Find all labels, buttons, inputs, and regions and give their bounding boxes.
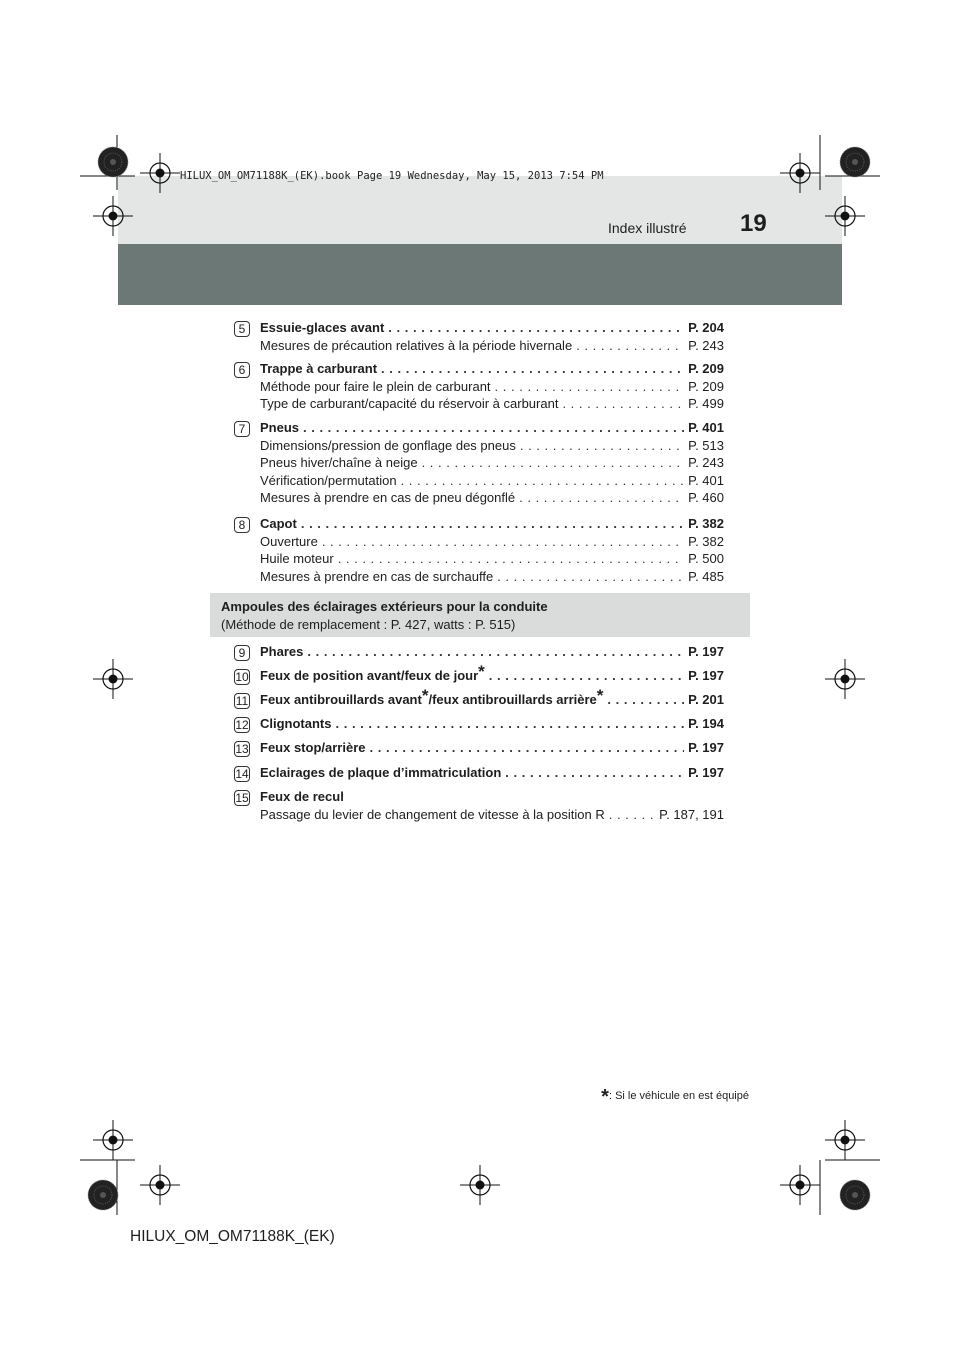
starburst-mark-icon bbox=[840, 1180, 870, 1210]
sub-label: Ouverture bbox=[260, 533, 318, 549]
entry-label: Phares bbox=[260, 644, 304, 659]
entry-label-2: /feux antibrouillards arrière bbox=[428, 692, 597, 707]
sub-page[interactable]: P. 243 bbox=[688, 337, 724, 353]
item-number-badge: 9 bbox=[234, 645, 250, 661]
entry-page[interactable]: P. 197 bbox=[688, 668, 724, 683]
page-number: 19 bbox=[740, 210, 767, 237]
entry-label: Feux de recul bbox=[260, 789, 344, 804]
item-number-badge: 13 bbox=[235, 742, 249, 756]
sub-page[interactable]: P. 243 bbox=[688, 455, 724, 471]
entry-page[interactable]: P. 204 bbox=[688, 320, 724, 335]
sub-label: Mesures à prendre en cas de pneu dégonflé bbox=[260, 490, 516, 506]
entry-label: Feux antibrouillards avant bbox=[260, 692, 422, 707]
entry-page[interactable]: P. 209 bbox=[688, 361, 724, 376]
sub-label: Vérification/permutation bbox=[260, 472, 397, 488]
sub-page[interactable]: P. 513 bbox=[688, 437, 724, 453]
item-number-badge: 8 bbox=[234, 517, 250, 533]
starburst-mark-icon bbox=[98, 147, 128, 177]
sub-page[interactable]: P. 401 bbox=[688, 472, 724, 488]
footnote-asterisk: * bbox=[601, 1086, 609, 1108]
item-number-badge: 11 bbox=[235, 694, 249, 708]
sub-page[interactable]: P. 485 bbox=[688, 568, 724, 584]
sub-label: Méthode pour faire le plein de carburant bbox=[260, 378, 491, 394]
entry-label: Essuie-glaces avant bbox=[260, 320, 385, 335]
item-number-badge: 7 bbox=[234, 421, 250, 437]
entry-label: Capot bbox=[260, 516, 297, 531]
entry-label: Pneus bbox=[260, 420, 300, 435]
footnote-text: : Si le véhicule en est équipé bbox=[608, 1090, 749, 1102]
sub-label: Dimensions/pression de gonflage des pneus bbox=[260, 437, 516, 453]
entry-page[interactable]: P. 194 bbox=[688, 716, 724, 731]
sub-label: Mesures à prendre en cas de surchauffe bbox=[260, 568, 494, 584]
box-subtitle: (Méthode de remplacement : P. 427, watts : P. 515) bbox=[221, 617, 516, 632]
registration-mark-icon bbox=[825, 196, 865, 236]
item-number-badge: 12 bbox=[235, 718, 249, 732]
entry-page[interactable]: P. 201 bbox=[688, 692, 724, 707]
item-number-badge: 15 bbox=[235, 791, 249, 805]
entry-label: Feux stop/arrière bbox=[260, 740, 366, 755]
registration-mark-icon bbox=[825, 659, 865, 699]
registration-mark-icon bbox=[93, 1120, 133, 1160]
registration-mark-icon bbox=[140, 153, 180, 193]
sub-label: Mesures de précaution relatives à la période hivernale bbox=[260, 337, 573, 353]
sub-label: Pneus hiver/chaîne à neige bbox=[260, 455, 418, 471]
sub-label: Passage du levier de changement de vitesse à la position R bbox=[260, 806, 605, 822]
entry-label: Trappe à carburant bbox=[260, 361, 378, 376]
asterisk-mark: * bbox=[421, 686, 429, 705]
sub-page[interactable]: P. 500 bbox=[688, 551, 724, 567]
entry-page[interactable]: P. 382 bbox=[688, 516, 724, 531]
entry-label: Clignotants bbox=[260, 716, 332, 731]
registration-mark-icon bbox=[93, 196, 133, 236]
asterisk-mark-2: * bbox=[596, 686, 604, 705]
sub-page[interactable]: P. 382 bbox=[688, 533, 724, 549]
entry-page[interactable]: P. 401 bbox=[688, 420, 724, 435]
entry-page[interactable]: P. 197 bbox=[688, 644, 724, 659]
registration-mark-icon bbox=[460, 1165, 500, 1205]
sub-page[interactable]: P. 499 bbox=[688, 396, 724, 412]
item-number-badge: 14 bbox=[235, 767, 249, 781]
box-title: Ampoules des éclairages extérieurs pour la conduite bbox=[221, 599, 548, 614]
registration-mark-icon bbox=[780, 1165, 820, 1205]
asterisk-mark: * bbox=[478, 662, 485, 681]
sub-label: Huile moteur bbox=[260, 551, 334, 567]
sub-page[interactable]: P. 460 bbox=[688, 490, 724, 506]
section-title: Index illustré bbox=[608, 220, 687, 236]
document-id: HILUX_OM_OM71188K_(EK) bbox=[130, 1228, 335, 1245]
starburst-mark-icon bbox=[88, 1180, 118, 1210]
registration-mark-icon bbox=[93, 659, 133, 699]
item-number-badge: 5 bbox=[234, 321, 250, 337]
registration-mark-icon bbox=[140, 1165, 180, 1205]
sub-label: Type de carburant/capacité du réservoir à carburant bbox=[260, 396, 559, 412]
registration-mark-icon bbox=[780, 153, 820, 193]
book-info: HILUX_OM_OM71188K_(EK).book Page 19 Wednesday, May 15, 2013 7:54 PM bbox=[180, 170, 604, 182]
item-number-badge: 6 bbox=[234, 362, 250, 378]
starburst-mark-icon bbox=[840, 147, 870, 177]
entry-page[interactable]: P. 197 bbox=[688, 740, 724, 755]
registration-mark-icon bbox=[825, 1120, 865, 1160]
sub-page[interactable]: P. 209 bbox=[688, 378, 724, 394]
entry-label: Feux de position avant/feux de jour bbox=[260, 668, 479, 683]
item-number-badge: 10 bbox=[235, 670, 249, 684]
entry-page[interactable]: P. 197 bbox=[688, 765, 724, 780]
entry-label: Eclairages de plaque d’immatriculation bbox=[260, 765, 502, 780]
sub-page[interactable]: P. 187, 191 bbox=[659, 806, 724, 822]
